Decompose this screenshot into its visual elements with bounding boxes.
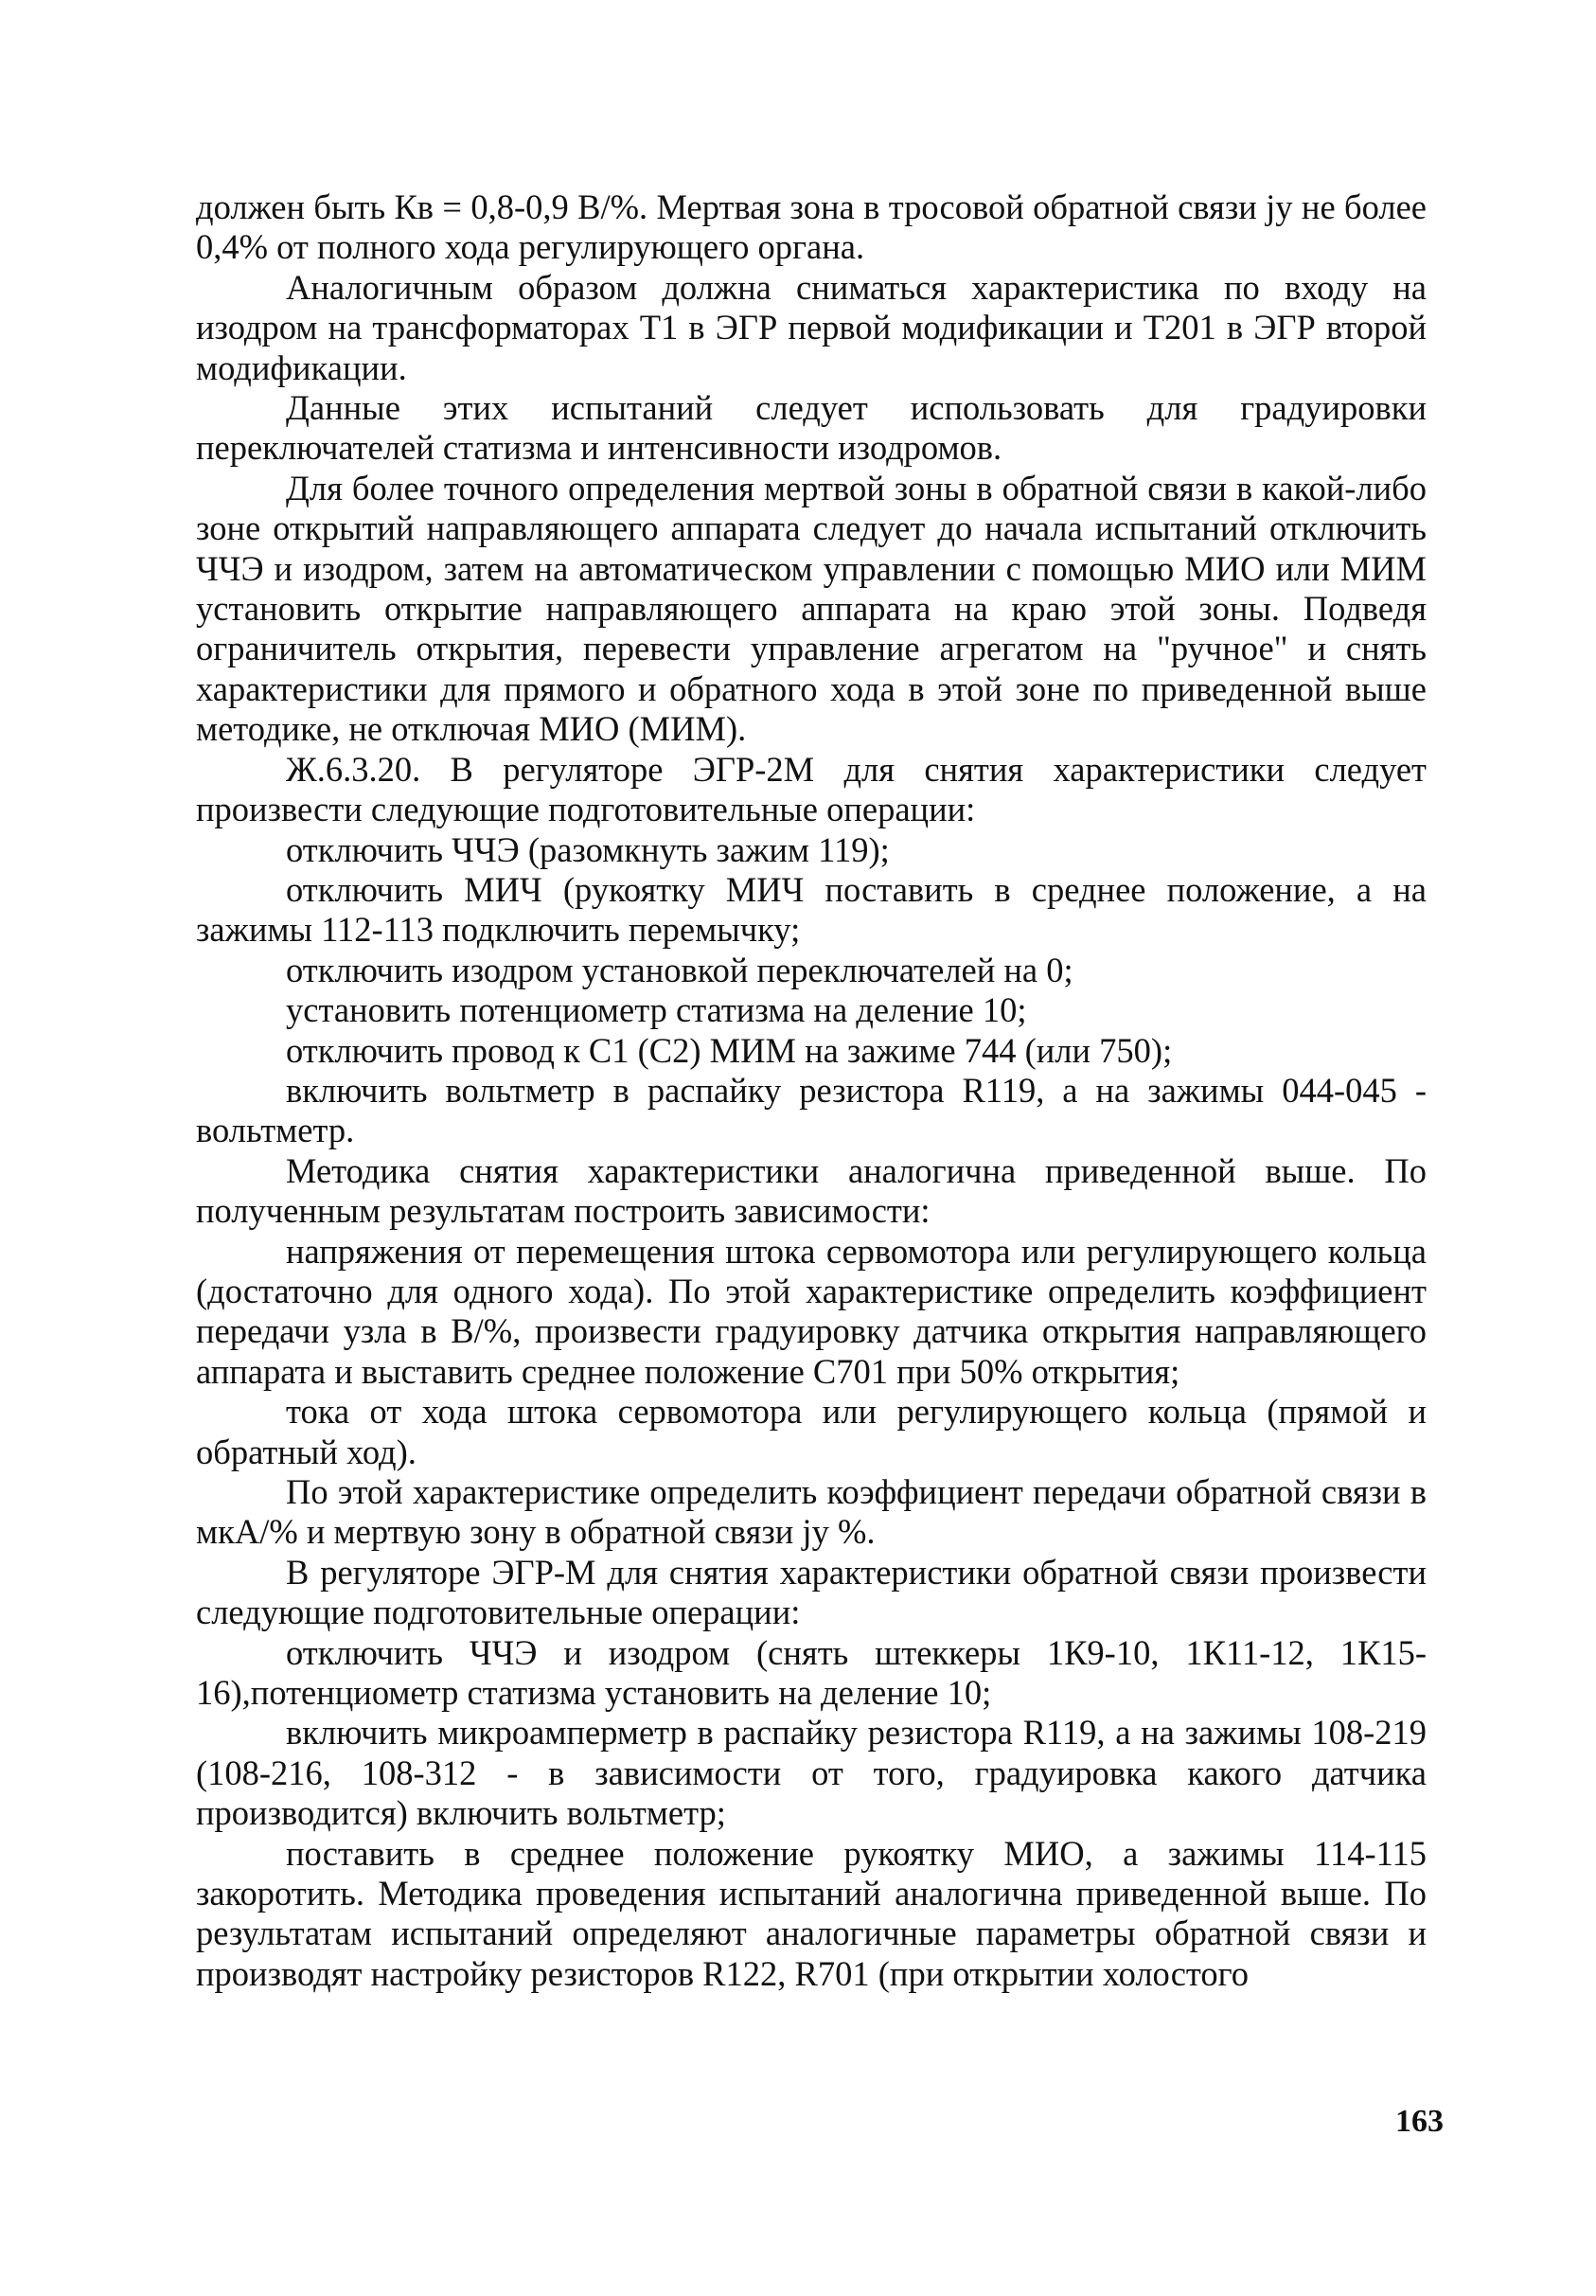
paragraph-graduation: Данные этих испытаний следует использовать для градуировки переключателей статизма и интенсивности изодромов. [196, 388, 1427, 468]
list-item-disconnect-mich: отключить МИЧ (рукоятку МИЧ поставить в среднее положение, а на зажимы 112-113 подключить перемычку; [196, 869, 1427, 950]
list-item-mio-handle: поставить в среднее положение рукоятку МИО, а зажимы 114-115 закоротить. Методика проведения испытаний аналогична приведенной выше. По результатам испытаний определяют аналогичные параметры обратной связи и производят настройку резисторов R122, R701 (при открытии холостого [196, 1833, 1427, 1993]
paragraph-feedback-coefficient: По этой характеристике определить коэффициент передачи обратной связи в мкА/% и мертвую зону в обратной связи jу %. [196, 1472, 1427, 1552]
list-item-disconnect-izodrom: отключить изодром установкой переключателей на 0; [286, 950, 1073, 989]
list-item-connect-microammeter: включить микроамперметр в распайку резистора R119, а на зажимы 108-219 (108-216, 108-312 - в зависимости от того, градуировка какого датчика производится) включить вольтметр; [196, 1713, 1427, 1833]
page-number: 163 [1395, 2104, 1444, 2139]
paragraph-methodology: Методика снятия характеристики аналогична приведенной выше. По полученным результатам построить зависимости: [196, 1150, 1427, 1231]
list-item-set-potentiometer: установить потенциометр статизма на деление 10; [286, 990, 1027, 1030]
paragraph-egr-m: В регуляторе ЭГР-М для снятия характеристики обратной связи произвести следующие подготовительные операции: [196, 1552, 1427, 1632]
list-item-voltage-dependence: напряжения от перемещения штока сервомотора или регулирующего кольца (достаточно для одного хода). По этой характеристике определить коэффициент передачи узла в В/%, произвести градуировку датчика открытия направляющего аппарата и выставить среднее положение С701 при 50% открытия; [196, 1231, 1427, 1391]
paragraph-continuation: должен быть Кв = 0,8-0,9 В/%. Мертвая зона в тросовой обратной связи jу не более 0,4% от полного хода регулирующего органа. [196, 187, 1427, 267]
body-text [196, 187, 1427, 1994]
list-item-current-dependence: тока от хода штока сервомотора или регулирующего кольца (прямой и обратный ход). [196, 1392, 1427, 1471]
paragraph-izodrom-input: Аналогичным образом должна сниматься характеристика по входу на изодром на трансформаторах Т1 в ЭГР первой модификации и Т201 в ЭГР второй модификации. [196, 267, 1427, 387]
list-item-disconnect-wire: отключить провод к С1 (С2) МИМ на зажиме 744 (или 750); [286, 1030, 1173, 1070]
list-item-disconnect-chche: отключить ЧЧЭ (разомкнуть зажим 119); [286, 829, 890, 869]
list-item-connect-voltmeter: включить вольтметр в распайку резистора R119, а на зажимы 044-045 - вольтметр. [196, 1070, 1427, 1150]
list-item-disconnect-plugs: отключить ЧЧЭ и изодром (снять штеккеры 1К9-10, 1К11-12, 1К15-16),потенциометр статизма установить на деление 10; [196, 1632, 1427, 1713]
paragraph-dead-zone: Для более точного определения мертвой зоны в обратной связи в какой-либо зоне открытий направляющего аппарата следует до начала испытаний отключить ЧЧЭ и изодром, затем на автоматическом управлении с помощью МИО или МИМ установить открытие направляющего аппарата на краю этой зоны. Подведя ограничитель открытия, перевести управление агрегатом на "ручное" и снять характеристики для прямого и обратного хода в этой зоне по приведенной выше методике, не отключая МИО (МИМ). [196, 468, 1427, 749]
paragraph-section-zh-6-3-20: Ж.6.3.20. В регуляторе ЭГР-2М для снятия характеристики следует произвести следующие подготовительные операции: [196, 749, 1427, 829]
